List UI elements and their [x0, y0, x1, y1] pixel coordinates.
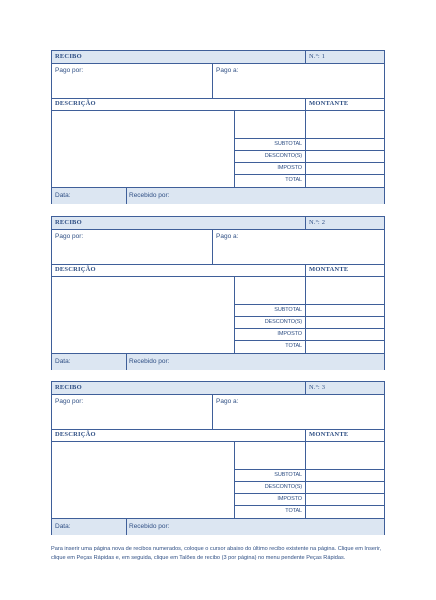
amount-label: MONTANTE — [309, 431, 349, 438]
receipt-3 — [51, 381, 385, 535]
receipt-number: N.º: 3 — [309, 384, 326, 391]
subtotal-label: SUBTOTAL — [274, 472, 302, 478]
description-header — [52, 98, 384, 110]
total-label: TOTAL — [285, 177, 302, 183]
paid-by-label: Pago por: — [55, 233, 84, 240]
amount-label: MONTANTE — [309, 266, 349, 273]
discount-label: DESCONTO(S) — [264, 153, 302, 159]
date-label: Data: — [55, 358, 71, 365]
amount-label: MONTANTE — [309, 100, 349, 107]
total-label: TOTAL — [285, 343, 302, 349]
received-by-label: Recebido por: — [129, 523, 170, 530]
receipt-number: N.º: 2 — [309, 219, 326, 226]
received-by-label: Recebido por: — [129, 192, 170, 199]
receipt-footer-bar — [52, 353, 384, 370]
subtotal-label: SUBTOTAL — [274, 141, 302, 147]
receipt-footer-bar — [52, 187, 384, 204]
paid-to-label: Pago a: — [216, 233, 239, 240]
subtotal-label: SUBTOTAL — [274, 307, 302, 313]
receipt-title: RECIBO — [55, 53, 82, 60]
description-label: DESCRIÇÃO — [55, 266, 96, 273]
description-label: DESCRIÇÃO — [55, 100, 96, 107]
paid-to-label: Pago a: — [216, 67, 239, 74]
received-by-label: Recebido por: — [129, 358, 170, 365]
receipt-1 — [51, 50, 385, 204]
paid-by-label: Pago por: — [55, 67, 84, 74]
tax-label: IMPOSTO — [277, 165, 302, 171]
tax-label: IMPOSTO — [277, 331, 302, 337]
discount-label: DESCONTO(S) — [264, 319, 302, 325]
date-label: Data: — [55, 523, 71, 530]
receipt-header-bar — [52, 382, 384, 394]
receipt-number: N.º: 1 — [309, 53, 326, 60]
tax-label: IMPOSTO — [277, 496, 302, 502]
paid-to-label: Pago a: — [216, 398, 239, 405]
receipt-2 — [51, 216, 385, 370]
receipt-header-bar — [52, 51, 384, 63]
paid-by-label: Pago por: — [55, 398, 84, 405]
discount-label: DESCONTO(S) — [264, 484, 302, 490]
description-label: DESCRIÇÃO — [55, 431, 96, 438]
total-label: TOTAL — [285, 508, 302, 514]
receipt-title: RECIBO — [55, 384, 82, 391]
date-label: Data: — [55, 192, 71, 199]
receipt-footer-bar — [52, 518, 384, 535]
receipt-header-bar — [52, 217, 384, 229]
description-header — [52, 429, 384, 441]
receipt-title: RECIBO — [55, 219, 82, 226]
instructions-text: Para inserir uma página nova de recibos numerados, coloque o cursor abaixo do último recibo existente na página. Clique em Inserir, clique em Peças Rápidas e, em seguida, clique em Talões de recibo (3 por página) no menu pendente Peças Rápidas. — [51, 546, 382, 561]
description-header — [52, 264, 384, 276]
